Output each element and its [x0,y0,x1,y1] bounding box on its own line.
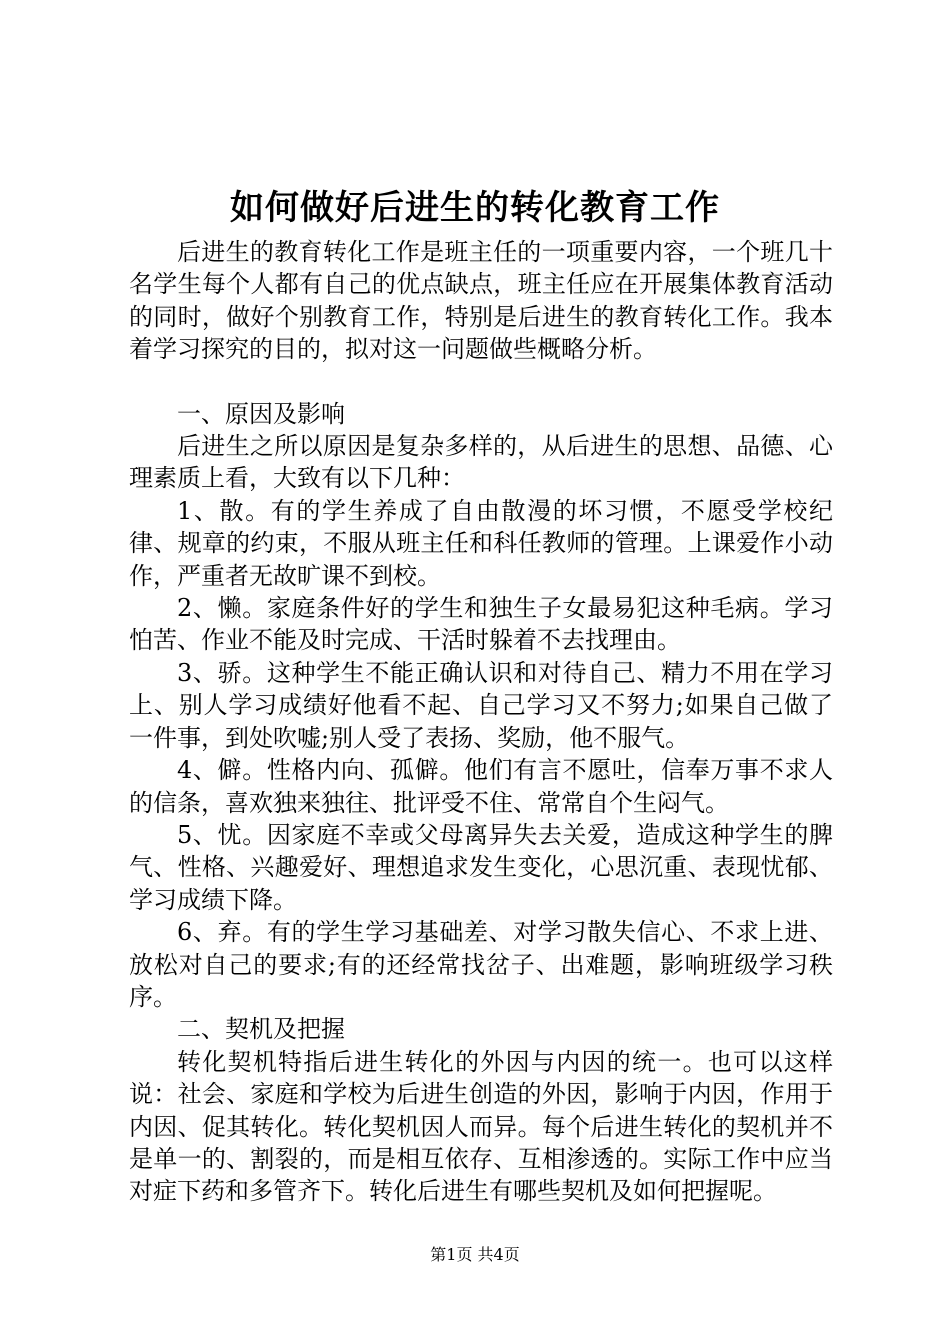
cause-item-2: 2、懒。家庭条件好的学生和独生子女最易犯这种毛病。学习怕苦、作业不能及时完成、干活时躲着不去找理由。 [129,594,833,655]
document-body [129,236,833,1208]
cause-item-5: 5、忧。因家庭不幸或父母离异失去关爱，造成这种学生的脾气、性格、兴趣爱好、理想追求发生变化，心思沉重、表现忧郁、学习成绩下降。 [129,820,833,914]
cause-item-6: 6、弃。有的学生学习基础差、对学习散失信心、不求上进、放松对自己的要求;有的还经常找岔子、出难题，影响班级学习秩序。 [129,918,833,1011]
cause-item-4: 4、僻。性格内向、孤僻。他们有言不愿吐，信奉万事不求人的信条，喜欢独来独往、批评受不住、常常自个生闷气。 [129,756,833,817]
cause-item-1: 1、散。有的学生养成了自由散漫的坏习惯，不愿受学校纪律、规章的约束，不服从班主任和科任教师的管理。上课爱作小动作，严重者无故旷课不到校。 [129,496,833,590]
section-heading-opportunity: 二、契机及把握 [177,1015,345,1044]
cause-item-3: 3、骄。这种学生不能正确认识和对待自己、精力不用在学习上、别人学习成绩好他看不起、自己学习又不努力;如果自己做了一件事，到处吹嘘;别人受了表扬、奖励，他不服气。 [129,658,833,752]
opportunity-paragraph: 转化契机特指后进生转化的外因与内因的统一。也可以这样说：社会、家庭和学校为后进生创造的外因，影响于内因，作用于内因、促其转化。转化契机因人而异。每个后进生转化的契机并不是单一的、割裂的，而是相互依存、互相渗透的。实际工作中应当对症下药和多管齐下。转化后进生有哪些契机及如何把握呢。 [129,1047,833,1206]
causes-intro-paragraph: 后进生之所以原因是复杂多样的，从后进生的思想、品德、心理素质上看，大致有以下几种： [129,432,833,493]
section-heading-causes: 一、原因及影响 [177,399,345,428]
document-title: 如何做好后进生的转化教育工作 [230,188,720,228]
intro-paragraph: 后进生的教育转化工作是班主任的一项重要内容，一个班几十名学生每个人都有自己的优点缺点，班主任应在开展集体教育活动的同时，做好个别教育工作，特别是后进生的教育转化工作。我本着学习探究的目的，拟对这一问题做些概略分析。 [129,238,833,364]
page-number-footer: 第1页 共4页 [430,1245,520,1264]
